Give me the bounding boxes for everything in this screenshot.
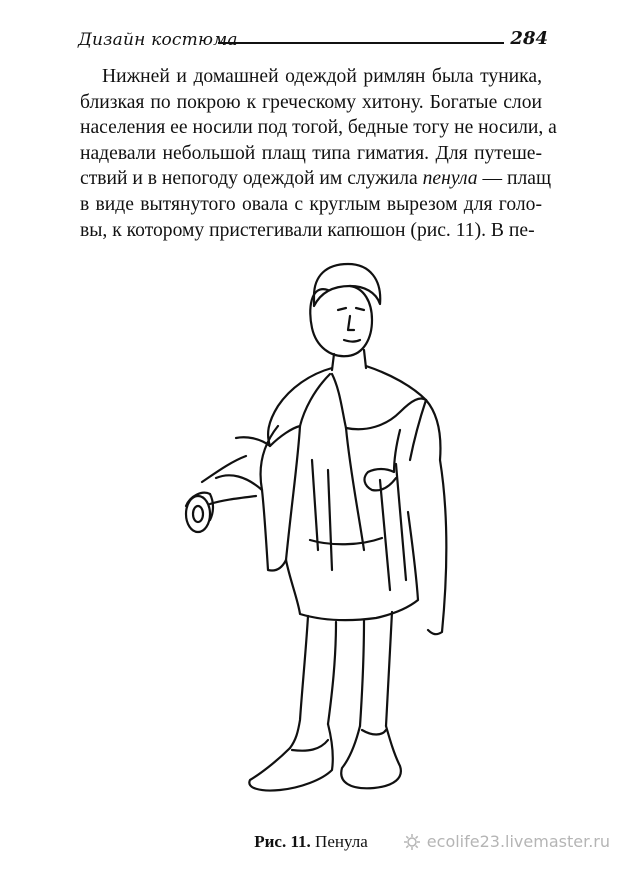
right-shoe: [341, 726, 401, 788]
page-number: 284: [510, 28, 548, 49]
text-line: [80, 166, 552, 192]
text-line: Нижней и домашней одеждой римлян была туника,: [102, 66, 542, 87]
sun-icon: [403, 833, 421, 851]
text-line: в виде вытянутого овала с круглым вырезом для голо-: [80, 193, 542, 215]
tunic: [286, 512, 418, 620]
text-segment: ствий и в непогоду одеждой им служила: [80, 168, 418, 190]
header-rule: [218, 42, 504, 44]
hair: [314, 264, 380, 306]
text-segment: — плащ: [477, 168, 552, 190]
text-line: вы, к которому пристегивали капюшон (рис. 11). В пе-: [80, 219, 535, 241]
term-penula: пенула: [422, 168, 478, 190]
watermark-text: ecolife23.livemaster.ru: [426, 832, 610, 851]
text-line: надевали небольшой плащ типа гиматия. Для путеше-: [80, 142, 542, 164]
right-leg: [360, 620, 364, 726]
body-paragraph: [80, 64, 557, 243]
watermark: [403, 832, 610, 851]
right-arm: [365, 430, 400, 490]
running-title: Дизайн костюма: [78, 30, 238, 50]
caption-text: Пенула: [315, 832, 368, 851]
page-header: [78, 28, 548, 54]
left-leg: [290, 616, 308, 748]
cloak-front: [300, 374, 346, 428]
left-sleeve: [261, 426, 286, 571]
left-shoe: [249, 724, 332, 791]
caption-label: Рис. 11.: [254, 832, 311, 851]
text-line: близкая по покрою к греческому хитону. Богатые слои: [80, 91, 542, 113]
penula-illustration: [150, 250, 480, 830]
text-line: населения ее носили под тогой, бедные тогу не носили, а: [80, 117, 557, 139]
